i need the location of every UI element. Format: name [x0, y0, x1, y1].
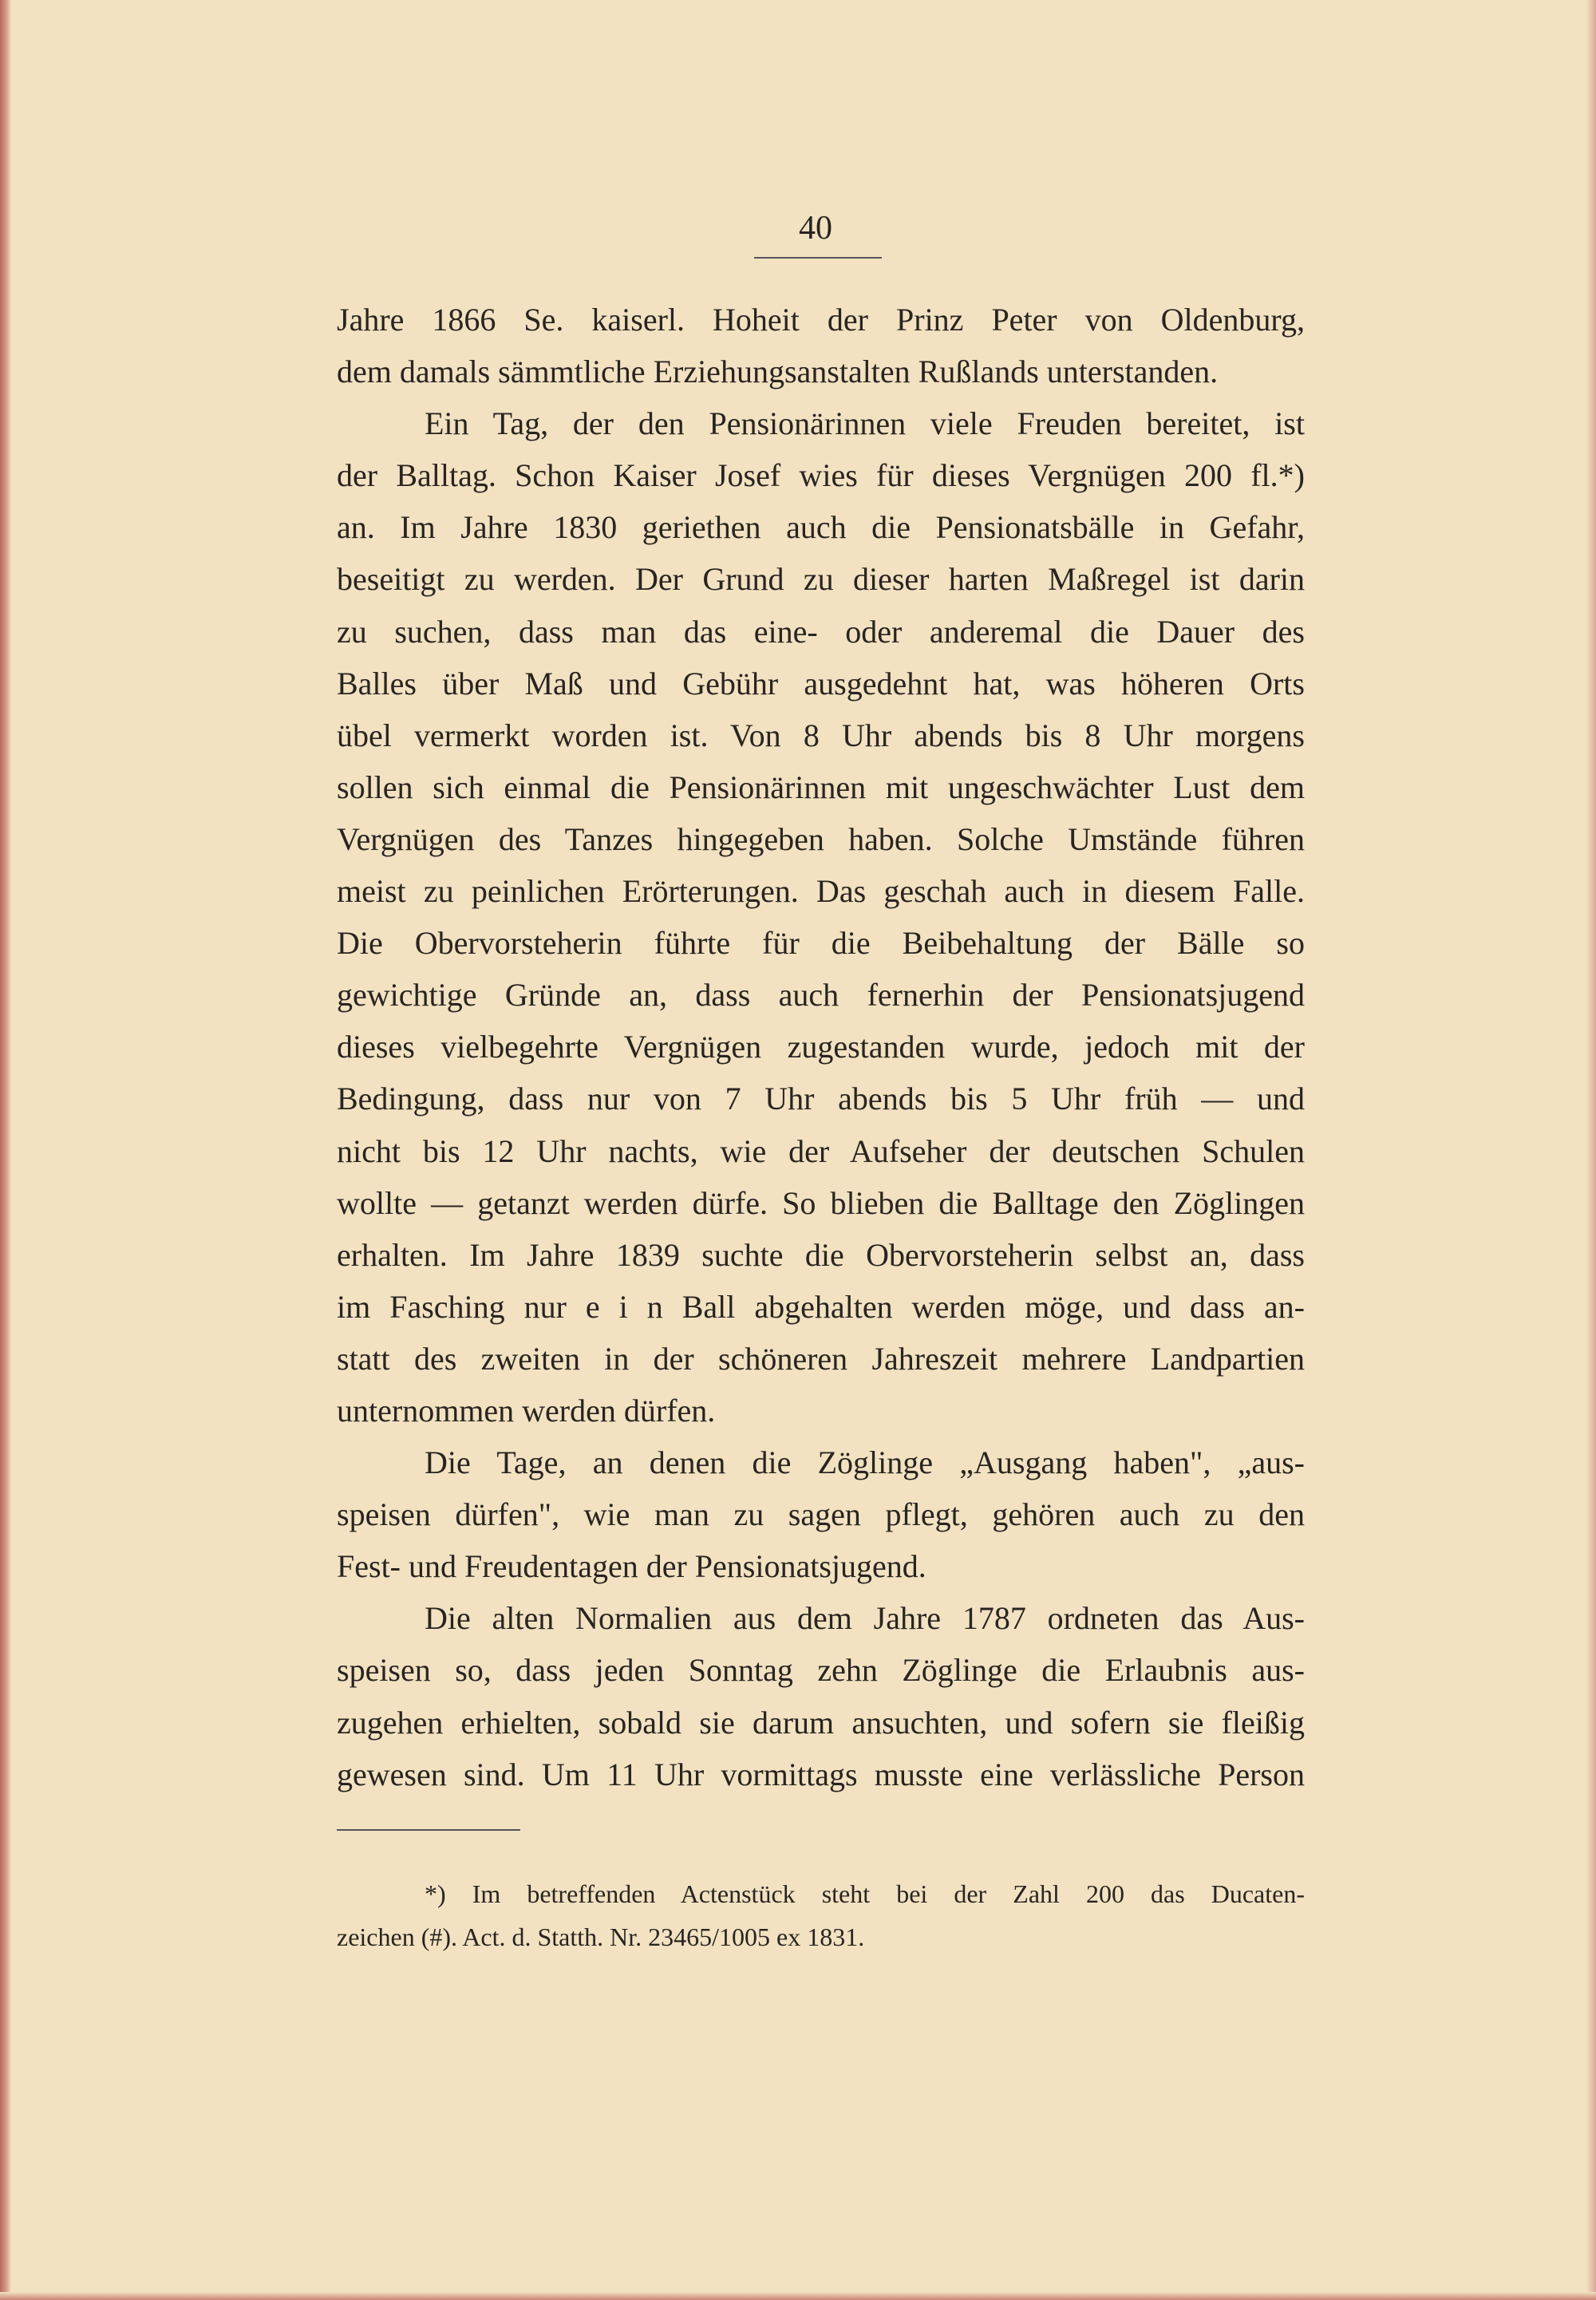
- text-line: im Fasching nur e i n Ball abgehalten werden möge, und dass an-: [337, 1288, 1305, 1325]
- text-line: Balles über Maß und Gebühr ausgedehnt hat, was höheren Orts: [337, 665, 1305, 701]
- text-line: Ein Tag, der den Pensionärinnen viele Freuden bereitet, ist: [425, 405, 1305, 442]
- text-line: übel vermerkt worden ist. Von 8 Uhr abends bis 8 Uhr morgens: [337, 717, 1305, 753]
- text-line: dieses vielbegehrte Vergnügen zugestanden wurde, jedoch mit der: [337, 1029, 1305, 1065]
- page-edge-bottom: [0, 2292, 1596, 2300]
- text-line: sollen sich einmal die Pensionärinnen mit ungeschwächter Lust dem: [337, 769, 1305, 805]
- text-line: beseitigt zu werden. Der Grund zu dieser harten Maßregel ist darin: [337, 561, 1305, 598]
- text-line: gewesen sind. Um 11 Uhr vormittags musste eine verlässliche Person: [337, 1756, 1305, 1792]
- text-line: Die alten Normalien aus dem Jahre 1787 ordneten das Aus-: [425, 1600, 1305, 1637]
- text-line: Die Tage, an denen die Zöglinge „Ausgang haben", „aus-: [425, 1444, 1305, 1481]
- text-line: speisen so, dass jeden Sonntag zehn Zöglinge die Erlaubnis aus-: [337, 1652, 1305, 1689]
- text-line: zugehen erhielten, sobald sie darum ansuchten, und sofern sie fleißig: [337, 1704, 1305, 1741]
- text-line: zu suchen, dass man das eine- oder anderemal die Dauer des: [337, 613, 1305, 650]
- text-line: Jahre 1866 Se. kaiserl. Hoheit der Prinz Peter von Oldenburg,: [337, 302, 1305, 338]
- text-line: dem damals sämmtliche Erziehungsanstalten Rußlands unterstanden.: [337, 354, 1219, 390]
- text-line: erhalten. Im Jahre 1839 suchte die Obervorsteherin selbst an, dass: [337, 1236, 1305, 1273]
- text-line: meist zu peinlichen Erörterungen. Das geschah auch in diesem Falle.: [337, 873, 1305, 910]
- text-line: speisen dürfen", wie man zu sagen pflegt, gehören auch zu den: [337, 1496, 1305, 1533]
- text-line: Vergnügen des Tanzes hingegeben haben. Solche Umstände führen: [337, 820, 1305, 857]
- footnote-rule: [337, 1829, 520, 1831]
- page-edge-right: [1586, 0, 1596, 2300]
- text-line: wollte — getanzt werden dürfe. So blieben die Balltage den Zöglingen: [337, 1184, 1305, 1221]
- body-text: [337, 294, 1305, 1800]
- page-number: 40: [799, 210, 832, 247]
- footnote: [337, 1872, 1305, 1958]
- text-line: nicht bis 12 Uhr nachts, wie der Aufseher der deutschen Schulen: [337, 1132, 1305, 1169]
- footnote-line: zeichen (#). Act. d. Statth. Nr. 23465/1005 ex 1831.: [337, 1923, 865, 1951]
- text-line: unternommen werden dürfen.: [337, 1392, 716, 1429]
- text-line: der Balltag. Schon Kaiser Josef wies für dieses Vergnügen 200 fl.*): [337, 457, 1305, 494]
- footnote-line: *) Im betreffenden Actenstück steht bei der Zahl 200 das Ducaten-: [425, 1879, 1305, 1908]
- text-line: Bedingung, dass nur von 7 Uhr abends bis 5 Uhr früh — und: [337, 1081, 1305, 1117]
- text-line: Fest- und Freudentagen der Pensionatsjugend.: [337, 1548, 926, 1585]
- text-line: Die Obervorsteherin führte für die Beibehaltung der Bälle so: [337, 925, 1305, 962]
- page-edge-left: [0, 0, 11, 2300]
- header-rule: [754, 257, 882, 259]
- text-line: gewichtige Gründe an, dass auch fernerhin der Pensionatsjugend: [337, 977, 1305, 1014]
- text-line: statt des zweiten in der schöneren Jahreszeit mehrere Landpartien: [337, 1340, 1305, 1377]
- text-line: an. Im Jahre 1830 geriethen auch die Pensionatsbälle in Gefahr,: [337, 509, 1305, 546]
